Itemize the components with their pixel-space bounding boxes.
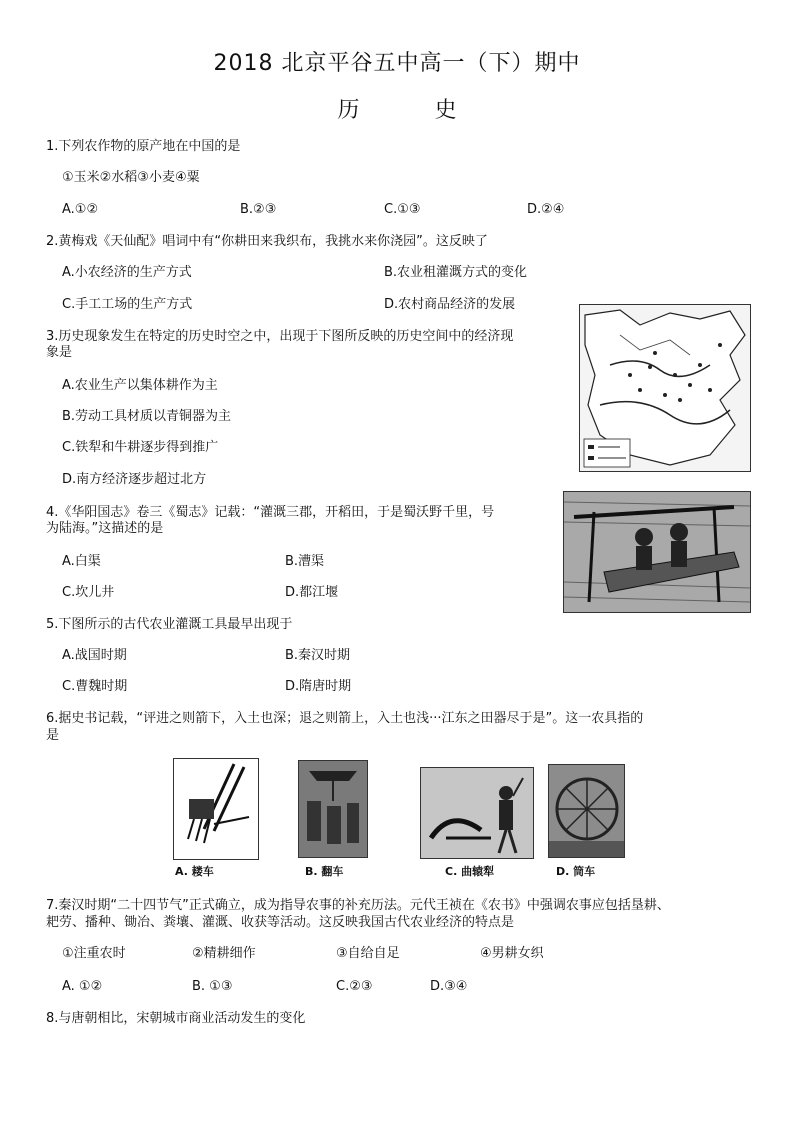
question-3-map-image: [579, 304, 751, 472]
question-1-option-d: D.②④: [527, 202, 565, 217]
option-b-caption: B. 翻车: [305, 865, 344, 878]
question-3-stem-line-1: 3.历史现象发生在特定的历史时空之中，出现于下图所反映的历史空间中的经济现: [46, 329, 514, 344]
question-7-option-d: D.③④: [430, 979, 468, 994]
option-a-caption: A. 耧车: [175, 865, 214, 878]
question-7-item-2: ②精耕细作: [192, 946, 256, 961]
question-7-stem-line-2: 耙劳、播种、锄冶、粪壤、灌溉、收获等活动。这反映我国古代农业经济的特点是: [46, 915, 515, 930]
option-c-caption: C. 曲辕犁: [445, 865, 495, 878]
question-3-option-b: B.劳动工具材质以青铜器为主: [62, 409, 232, 424]
option-c-image: [420, 767, 534, 859]
question-1-option-a: A.①②: [62, 202, 99, 217]
question-5-stem: 5.下图所示的古代农业灌溉工具最早出现于: [46, 617, 293, 632]
option-b-image: [298, 760, 368, 858]
question-1-items: ①玉米②水稻③小麦④粟: [62, 170, 200, 185]
question-7-option-a: A. ①②: [62, 979, 103, 994]
question-2-option-c: C.手工工场的生产方式: [62, 297, 193, 312]
question-1-option-b: B.②③: [240, 202, 277, 217]
option-a-image: [173, 758, 259, 860]
question-1-option-c: C.①③: [384, 202, 421, 217]
question-2-option-b: B.农业租灌溉方式的变化: [384, 265, 528, 280]
question-4-stem-line-1: 4.《华阳国志》卷三《蜀志》记载：“灌溉三郡，开稻田，于是蜀沃野千里，号: [46, 505, 495, 520]
question-1-stem: 1.下列农作物的原产地在中国的是: [46, 139, 241, 154]
question-7-option-c: C.②③: [336, 979, 373, 994]
question-4-option-b: B.漕渠: [285, 554, 325, 569]
question-7-item-4: ④男耕女织: [480, 946, 544, 961]
question-4-stem-line-2: 为陆海。”这描述的是: [46, 521, 164, 536]
question-6-stem-line-1: 6.据史书记载，“评进之则箭下，入土也深；退之则箭上，入土也浅···江东之田器尽于是”。这一农具指的: [46, 711, 644, 726]
question-7-item-1: ①注重农时: [62, 946, 126, 961]
question-4-option-a: A.白渠: [62, 554, 101, 569]
question-4-option-d: D.都江堰: [285, 585, 339, 600]
question-4-option-c: C.坎儿井: [62, 585, 115, 600]
question-2-stem: 2.黄梅戏《天仙配》唱词中有“你耕田来我织布，我挑水来你浇园”。这反映了: [46, 234, 488, 249]
question-5-option-b: B.秦汉时期: [285, 648, 351, 663]
question-2-option-a: A.小农经济的生产方式: [62, 265, 192, 280]
question-3-option-d: D.南方经济逐步超过北方: [62, 472, 207, 487]
irrigation-tool-image: [563, 491, 751, 613]
question-7-item-3: ③自给自足: [336, 946, 400, 961]
question-7-option-b: B. ①③: [192, 979, 233, 994]
question-8-stem: 8.与唐朝相比，宋朝城市商业活动发生的变化: [46, 1011, 306, 1026]
page-title: 2018 北京平谷五中高一（下）期中: [213, 51, 581, 76]
subject-title: 历 史: [337, 98, 491, 123]
question-6-stem-line-2: 是: [46, 728, 60, 743]
question-7-stem-line-1: 7.秦汉时期“二十四节气”正式确立，成为指导农事的补充历法。元代王祯在《农书》中强调农事应包括垦耕、: [46, 898, 670, 913]
question-2-option-d: D.农村商品经济的发展: [384, 297, 516, 312]
option-d-caption: D. 筒车: [556, 865, 596, 878]
question-5-option-c: C.曹魏时期: [62, 679, 128, 694]
option-d-image: [548, 764, 625, 858]
question-3-option-c: C.铁犁和牛耕逐步得到推广: [62, 440, 219, 455]
question-3-option-a: A.农业生产以集体耕作为主: [62, 378, 218, 393]
question-5-option-a: A.战国时期: [62, 648, 127, 663]
question-5-option-d: D.隋唐时期: [285, 679, 352, 694]
question-3-stem-line-2: 象是: [46, 345, 73, 360]
